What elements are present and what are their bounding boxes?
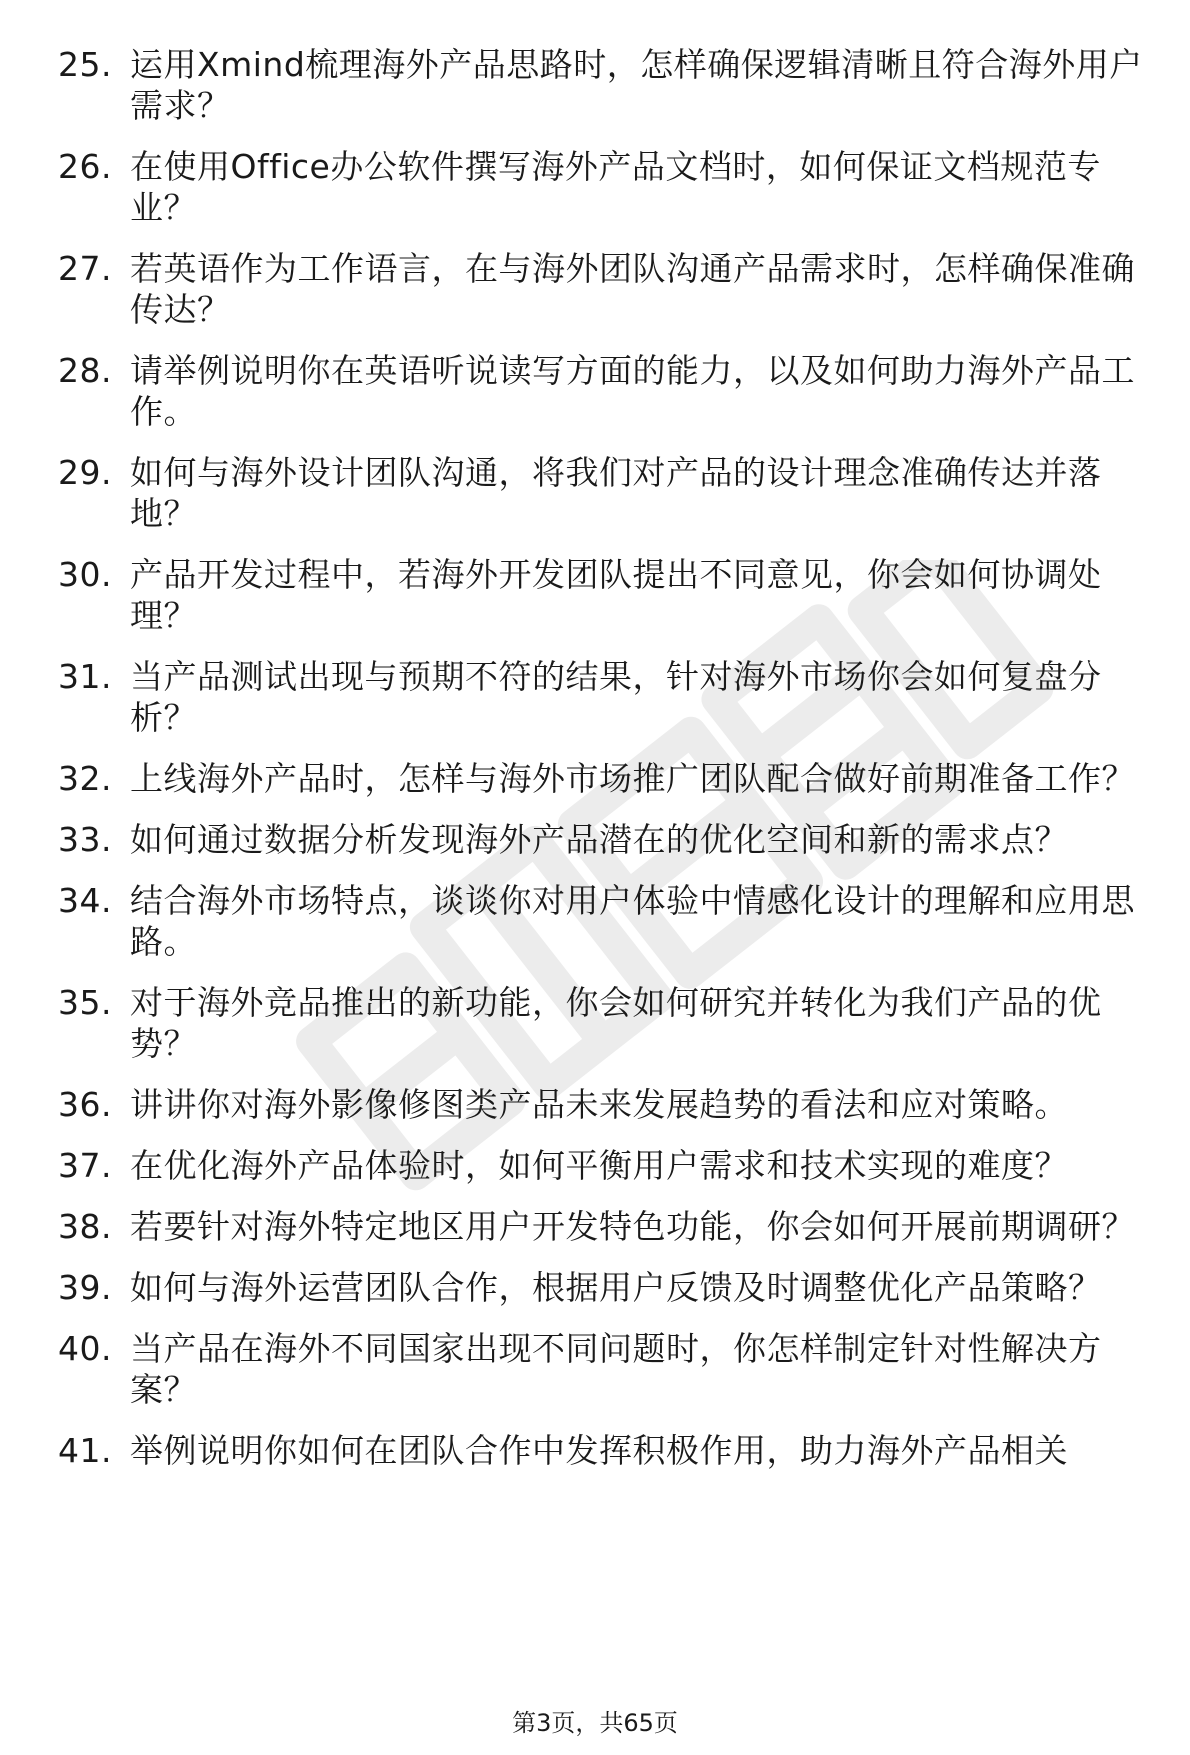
question-number: 38. <box>58 1207 112 1246</box>
question-number: 37. <box>58 1146 112 1185</box>
list-item <box>0 1328 1190 1410</box>
question-number: 40. <box>58 1329 112 1368</box>
question-text: 对于海外竞品推出的新功能，你会如何研究并转化为我们产品的优势？ <box>130 983 1102 1063</box>
list-item <box>0 819 1190 860</box>
list-item <box>0 554 1190 636</box>
question-text: 如何与海外运营团队合作，根据用户反馈及时调整优化产品策略？ <box>130 1268 1102 1307</box>
question-text: 如何通过数据分析发现海外产品潜在的优化空间和新的需求点？ <box>130 820 1068 859</box>
question-text: 结合海外市场特点，谈谈你对用户体验中情感化设计的理解和应用思路。 <box>130 881 1135 961</box>
question-text: 请举例说明你在英语听说读写方面的能力，以及如何助力海外产品工作。 <box>130 351 1135 431</box>
question-number: 39. <box>58 1268 112 1307</box>
question-number: 31. <box>58 657 112 696</box>
question-number: 32. <box>58 759 112 798</box>
question-text: 举例说明你如何在团队合作中发挥积极作用，助力海外产品相关 <box>130 1431 1068 1470</box>
list-item <box>0 1084 1190 1125</box>
question-text: 当产品测试出现与预期不符的结果，针对海外市场你会如何复盘分析？ <box>130 657 1102 737</box>
list-item <box>0 248 1190 330</box>
question-text: 产品开发过程中，若海外开发团队提出不同意见，你会如何协调处理？ <box>130 555 1102 635</box>
question-text: 运用Xmind梳理海外产品思路时，怎样确保逻辑清晰且符合海外用户需求？ <box>130 45 1143 125</box>
question-number: 27. <box>58 249 112 288</box>
question-number: 26. <box>58 147 112 186</box>
page-footer <box>0 1708 1190 1738</box>
question-number: 41. <box>58 1431 112 1470</box>
question-number: 28. <box>58 351 112 390</box>
question-text: 讲讲你对海外影像修图类产品未来发展趋势的看法和应对策略。 <box>130 1085 1068 1124</box>
list-item <box>0 758 1190 799</box>
question-number: 35. <box>58 983 112 1022</box>
question-number: 30. <box>58 555 112 594</box>
list-item <box>0 982 1190 1064</box>
list-item <box>0 656 1190 738</box>
question-number: 36. <box>58 1085 112 1124</box>
page-number: 第3页，共65页 <box>512 1709 678 1737</box>
list-item <box>0 1430 1190 1471</box>
list-item <box>0 1206 1190 1247</box>
list-item <box>0 880 1190 962</box>
question-number: 29. <box>58 453 112 492</box>
question-number: 34. <box>58 881 112 920</box>
question-text: 在优化海外产品体验时，如何平衡用户需求和技术实现的难度？ <box>130 1146 1068 1185</box>
list-item <box>0 1145 1190 1186</box>
list-item <box>0 146 1190 228</box>
question-text: 若要针对海外特定地区用户开发特色功能，你会如何开展前期调研？ <box>130 1207 1135 1246</box>
question-text: 如何与海外设计团队沟通，将我们对产品的设计理念准确传达并落地？ <box>130 453 1102 533</box>
list-item <box>0 1267 1190 1308</box>
question-list <box>0 44 1190 1491</box>
list-item <box>0 452 1190 534</box>
question-text: 当产品在海外不同国家出现不同问题时，你怎样制定针对性解决方案？ <box>130 1329 1102 1409</box>
question-number: 25. <box>58 45 112 84</box>
question-text: 上线海外产品时，怎样与海外市场推广团队配合做好前期准备工作？ <box>130 759 1135 798</box>
list-item <box>0 350 1190 432</box>
list-item <box>0 44 1190 126</box>
question-text: 若英语作为工作语言，在与海外团队沟通产品需求时，怎样确保准确传达？ <box>130 249 1135 329</box>
question-text: 在使用Office办公软件撰写海外产品文档时，如何保证文档规范专业？ <box>130 147 1101 227</box>
question-number: 33. <box>58 820 112 859</box>
